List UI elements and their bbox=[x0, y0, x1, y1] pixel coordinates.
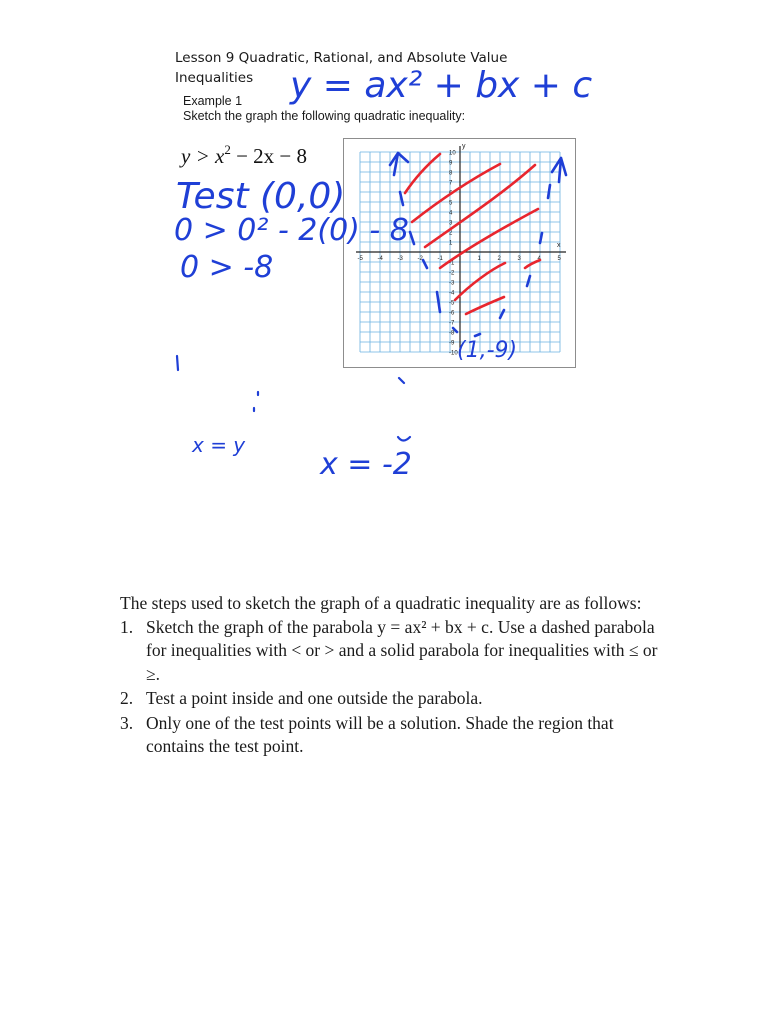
y-tick-label: 9 bbox=[449, 160, 453, 167]
handwritten-axis-note: x = y bbox=[192, 433, 246, 457]
inequality-rest: − 2x − 8 bbox=[230, 144, 307, 168]
pen-mark bbox=[399, 378, 404, 383]
step-text: Test a point inside and one outside the parabola. bbox=[146, 688, 483, 708]
step-item bbox=[120, 616, 660, 687]
step-item bbox=[120, 687, 660, 711]
parabola-dash bbox=[423, 260, 427, 268]
y-tick-label: 7 bbox=[449, 180, 453, 187]
step-number: 3. bbox=[120, 712, 134, 733]
x-tick-label: 1 bbox=[477, 256, 481, 262]
y-tick-label: 6 bbox=[449, 190, 453, 197]
handwritten-general-form: y = ax² + bx + c bbox=[290, 65, 593, 106]
pen-mark bbox=[177, 356, 178, 370]
shading-stroke bbox=[412, 164, 500, 222]
x-tick-label: -3 bbox=[397, 256, 403, 262]
x-tick-label: 3 bbox=[517, 256, 521, 262]
x-tick-label: -1 bbox=[437, 256, 443, 262]
lesson-title: Lesson 9 Quadratic, Rational, and Absolute Value Inequalities bbox=[175, 50, 508, 86]
y-tick-label: -6 bbox=[449, 310, 455, 317]
handwritten-substitution: 0 > 0² - 2(0) - 8 bbox=[174, 213, 409, 248]
inequality-exponent: 2 bbox=[224, 142, 231, 157]
handwritten-result: 0 > -8 bbox=[180, 250, 274, 285]
y-tick-label: 2 bbox=[449, 230, 453, 237]
x-tick-label: -5 bbox=[357, 256, 363, 262]
y-tick-label: -4 bbox=[449, 290, 455, 297]
example-prompt: Sketch the graph the following quadratic inequality: bbox=[183, 109, 466, 123]
shading-stroke bbox=[437, 209, 538, 268]
parabola-dash bbox=[437, 292, 440, 312]
shading-stroke bbox=[525, 260, 540, 268]
example-label: Example 1 bbox=[183, 94, 243, 108]
x-tick-label: -2 bbox=[417, 256, 423, 262]
parabola-dash bbox=[475, 334, 480, 336]
y-tick-label: -5 bbox=[449, 300, 455, 307]
step-number: 2. bbox=[120, 688, 134, 708]
step-text: Only one of the test points will be a solution. Shade the region that contains the test point. bbox=[146, 712, 614, 756]
y-tick-label: 10 bbox=[449, 150, 456, 157]
steps-list bbox=[120, 616, 660, 759]
pen-mark bbox=[398, 437, 410, 441]
x-tick-label: 5 bbox=[557, 256, 561, 262]
x-tick-label: 2 bbox=[497, 256, 501, 262]
y-tick-label: -8 bbox=[449, 330, 455, 337]
steps-section bbox=[120, 592, 660, 759]
y-axis-label: y bbox=[462, 143, 466, 150]
shading-stroke bbox=[466, 297, 504, 314]
y-tick-label: -10 bbox=[449, 350, 458, 357]
stray-pen-marks bbox=[177, 356, 410, 441]
x-axis-label: x bbox=[557, 242, 561, 249]
steps-intro: The steps used to sketch the graph of a quadratic inequality are as follows: bbox=[120, 593, 642, 613]
y-tick-label: 1 bbox=[449, 240, 453, 247]
parabola-dash bbox=[527, 276, 530, 286]
y-tick-label: -3 bbox=[449, 280, 455, 287]
y-tick-label: -1 bbox=[449, 260, 455, 267]
handwritten-axis-of-symmetry: x = -2 bbox=[320, 447, 412, 482]
x-tick-label: -4 bbox=[377, 256, 383, 262]
x-tick-label: 4 bbox=[537, 256, 541, 262]
coordinate-grid bbox=[356, 143, 566, 357]
step-item bbox=[120, 712, 660, 759]
y-tick-label: -7 bbox=[449, 320, 455, 327]
parabola-dash bbox=[400, 192, 403, 205]
parabola-dash bbox=[500, 310, 504, 318]
y-tick-label: 4 bbox=[449, 210, 453, 217]
y-tick-label: -2 bbox=[449, 270, 455, 277]
handwritten-vertex-label: (1,-9) bbox=[457, 338, 518, 363]
y-tick-label: 8 bbox=[449, 170, 453, 177]
step-number: 1. bbox=[120, 616, 134, 637]
y-tick-label: 5 bbox=[449, 200, 453, 207]
inequality-lhs: y > x bbox=[181, 144, 225, 168]
y-tick-label: 3 bbox=[449, 220, 453, 227]
y-tick-label: -9 bbox=[449, 340, 455, 347]
handwritten-test-line: Test (0,0) bbox=[176, 176, 346, 217]
step-text: Sketch the graph of the parabola y = ax² + bx + c. Use a dashed parabola for inequalities with < or > and a solid parabola for inequalities with ≤ or ≥. bbox=[146, 616, 658, 684]
